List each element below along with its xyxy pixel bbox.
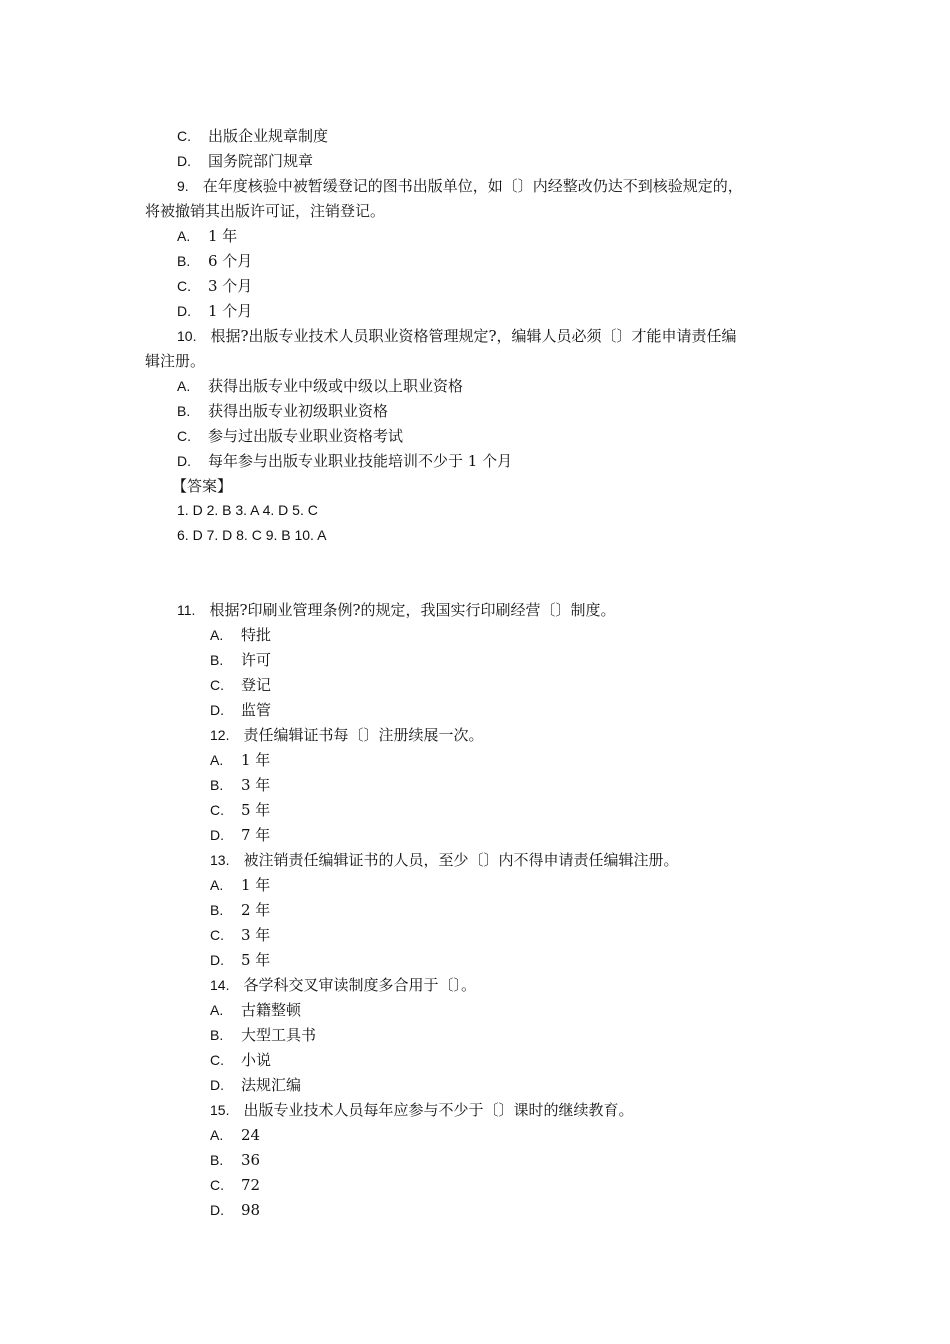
option-label: B.: [177, 253, 191, 269]
option-row: [177, 151, 313, 171]
option-label: B.: [210, 1152, 224, 1168]
option-text: 1 个月: [208, 302, 253, 320]
option-text: 36: [241, 1151, 261, 1169]
option-text: 参与过出版专业职业资格考试: [208, 427, 404, 445]
option-text: 小说: [241, 1051, 272, 1069]
option-row: [210, 925, 270, 945]
option-label: A.: [210, 752, 224, 768]
option-label: D.: [210, 952, 224, 968]
question-text: 根据?出版专业技术人员职业资格管理规定?，编辑人员必须〔〕才能申请责任编: [210, 327, 737, 345]
question-15: [210, 1100, 633, 1120]
option-row: [177, 226, 237, 246]
option-row: [210, 1125, 260, 1145]
option-text: 国务院部门规章: [208, 152, 314, 170]
answers-line: 6. D 7. D 8. C 9. B 10. A: [177, 527, 327, 543]
option-text: 5 年: [241, 951, 271, 969]
option-row: [177, 376, 463, 396]
option-label: B.: [210, 902, 224, 918]
option-row: [210, 800, 270, 820]
option-label: C.: [177, 428, 191, 444]
option-label: C.: [210, 927, 224, 943]
option-text: 3 个月: [208, 277, 253, 295]
option-text: 获得出版专业中级或中级以上职业资格: [208, 377, 464, 395]
option-text: 特批: [241, 626, 272, 644]
option-row: [210, 700, 271, 720]
option-text: 3 年: [241, 926, 271, 944]
option-text: 5 年: [241, 801, 271, 819]
option-label: D.: [210, 702, 224, 718]
option-row: [177, 301, 252, 321]
option-label: C.: [210, 1052, 224, 1068]
option-label: C.: [177, 128, 191, 144]
question-number: 15.: [210, 1102, 230, 1118]
option-text: 1 年: [241, 751, 271, 769]
question-12: [210, 725, 483, 745]
question-text: 责任编辑证书每〔〕注册续展一次。: [243, 726, 484, 744]
question-number: 14.: [210, 977, 230, 993]
option-label: B.: [210, 777, 224, 793]
option-row: [177, 451, 512, 471]
question-9-continuation: [145, 201, 385, 221]
option-text: 出版企业规章制度: [208, 127, 329, 145]
question-text: 辑注册。: [145, 352, 206, 370]
question-number: 10.: [177, 328, 197, 344]
option-row: [210, 750, 270, 770]
option-label: D.: [210, 1202, 224, 1218]
option-row: [210, 900, 270, 920]
option-text: 1 年: [241, 876, 271, 894]
option-row: [177, 126, 328, 146]
option-label: A.: [177, 228, 191, 244]
question-text: 将被撤销其出版许可证，注销登记。: [145, 202, 386, 220]
option-label: A.: [210, 627, 224, 643]
option-label: D.: [210, 827, 224, 843]
question-11: [177, 600, 616, 620]
question-10-continuation: [145, 351, 205, 371]
question-10: [177, 326, 737, 346]
option-label: B.: [210, 1027, 224, 1043]
option-text: 1 年: [208, 227, 238, 245]
question-14: [210, 975, 476, 995]
option-label: A.: [210, 1002, 224, 1018]
option-text: 监管: [241, 701, 272, 719]
option-row: [210, 1200, 260, 1220]
option-text: 大型工具书: [241, 1026, 317, 1044]
option-row: [210, 875, 270, 895]
option-text: 法规汇编: [241, 1076, 302, 1094]
answers-heading: 【答案】: [172, 477, 233, 495]
option-text: 登记: [241, 676, 272, 694]
option-label: D.: [210, 1077, 224, 1093]
option-text: 古籍整顿: [241, 1001, 302, 1019]
question-number: 11.: [177, 602, 196, 618]
question-text: 被注销责任编辑证书的人员，至少〔〕内不得申请责任编辑注册。: [243, 851, 679, 869]
option-label: A.: [210, 1127, 224, 1143]
option-label: C.: [210, 802, 224, 818]
option-row: [210, 1150, 260, 1170]
option-row: [210, 1000, 301, 1020]
option-text: 许可: [241, 651, 272, 669]
option-text: 3 年: [241, 776, 271, 794]
option-row: [210, 1025, 316, 1045]
option-text: 获得出版专业初级职业资格: [208, 402, 389, 420]
option-row: [210, 1050, 271, 1070]
question-text: 出版专业技术人员每年应参与不少于〔〕课时的继续教育。: [243, 1101, 634, 1119]
option-row: [177, 251, 252, 271]
question-text: 各学科交叉审读制度多合用于〔〕。: [243, 976, 476, 994]
question-text: 在年度核验中被暂缓登记的图书出版单位，如〔〕内经整改仍达不到核验规定的，: [202, 177, 743, 195]
option-text: 7 年: [241, 826, 271, 844]
option-row: [210, 625, 271, 645]
option-text: 72: [241, 1176, 261, 1194]
option-label: D.: [177, 453, 191, 469]
option-label: B.: [177, 403, 191, 419]
question-number: 9.: [177, 178, 189, 194]
option-row: [210, 650, 271, 670]
option-row: [210, 775, 270, 795]
option-row: [210, 950, 270, 970]
option-label: A.: [210, 877, 224, 893]
option-text: 6 个月: [208, 252, 253, 270]
question-9: [177, 176, 743, 196]
option-label: A.: [177, 378, 191, 394]
option-label: C.: [177, 278, 191, 294]
option-row: [210, 1175, 260, 1195]
option-row: [210, 675, 271, 695]
option-label: C.: [210, 677, 224, 693]
question-text: 根据?印刷业管理条例?的规定，我国实行印刷经营〔〕制度。: [209, 601, 616, 619]
option-row: [177, 426, 403, 446]
option-label: C.: [210, 1177, 224, 1193]
option-text: 98: [241, 1201, 261, 1219]
option-row: [210, 825, 270, 845]
option-text: 24: [241, 1126, 261, 1144]
answers-line: 1. D 2. B 3. A 4. D 5. C: [177, 502, 318, 518]
option-label: D.: [177, 303, 191, 319]
question-13: [210, 850, 678, 870]
question-number: 13.: [210, 852, 230, 868]
option-row: [177, 401, 388, 421]
option-text: 2 年: [241, 901, 271, 919]
option-row: [177, 276, 252, 296]
option-label: B.: [210, 652, 224, 668]
option-label: D.: [177, 153, 191, 169]
option-text: 每年参与出版专业职业技能培训不少于 1 个月: [208, 452, 513, 470]
question-number: 12.: [210, 727, 230, 743]
option-row: [210, 1075, 301, 1095]
